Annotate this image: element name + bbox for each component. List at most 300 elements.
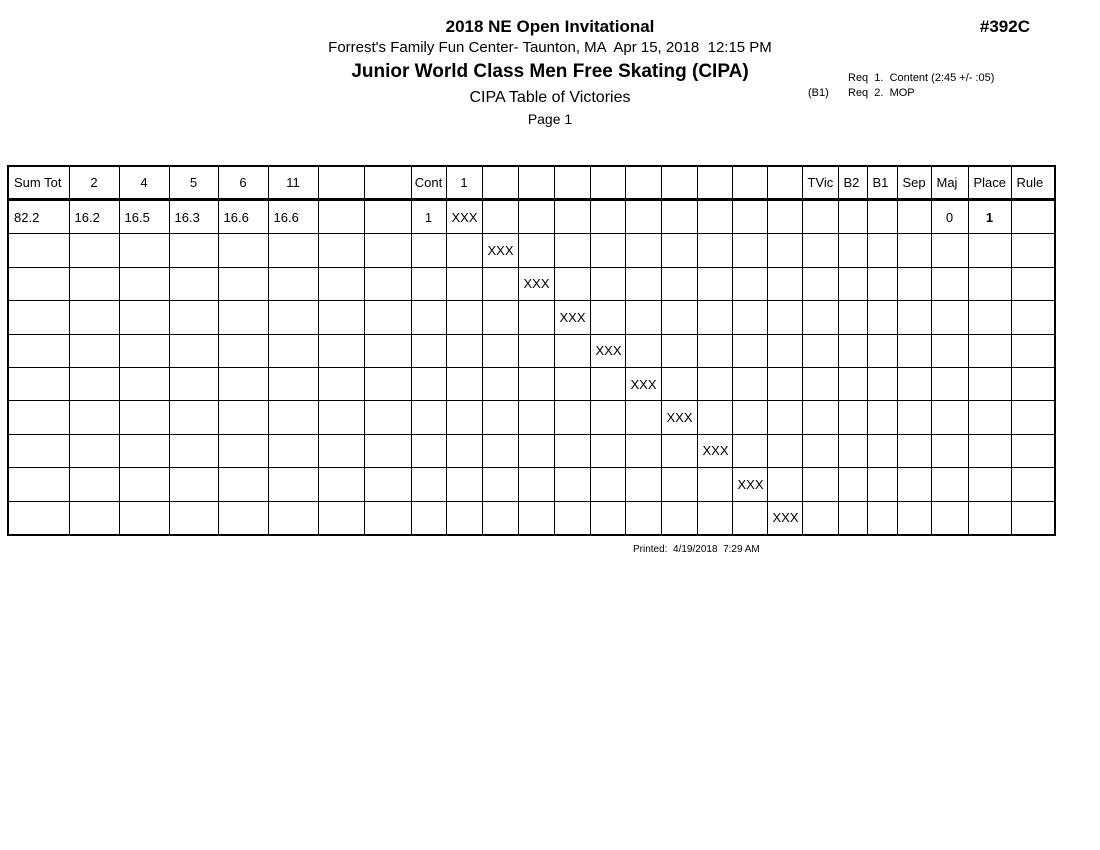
column-header-4: 4 xyxy=(119,166,169,200)
table-cell xyxy=(318,301,364,334)
table-cell xyxy=(1011,234,1055,267)
table-cell xyxy=(767,234,802,267)
table-cell xyxy=(1011,401,1055,434)
table-cell xyxy=(1011,434,1055,467)
table-cell xyxy=(732,301,767,334)
table-cell xyxy=(838,401,867,434)
table-cell xyxy=(554,367,590,400)
table-cell xyxy=(69,501,119,535)
table-cell xyxy=(169,401,218,434)
column-header-1: 1 xyxy=(446,166,482,200)
table-cell xyxy=(767,367,802,400)
table-cell xyxy=(411,501,446,535)
table-cell xyxy=(318,367,364,400)
table-cell xyxy=(554,501,590,535)
table-cell xyxy=(554,234,590,267)
table-cell xyxy=(169,334,218,367)
table-cell xyxy=(732,334,767,367)
table-cell xyxy=(364,401,411,434)
table-cell xyxy=(318,501,364,535)
table-cell: 16.6 xyxy=(268,200,318,234)
column-header-blank xyxy=(661,166,697,200)
table-cell xyxy=(119,234,169,267)
table-cell xyxy=(169,234,218,267)
table-cell xyxy=(661,267,697,300)
table-cell xyxy=(1011,367,1055,400)
table-row xyxy=(8,501,1055,535)
table-cell xyxy=(590,267,625,300)
table-cell xyxy=(446,501,482,535)
table-cell xyxy=(625,401,661,434)
event-code: #392C xyxy=(979,17,1030,36)
table-row xyxy=(8,367,1055,400)
table-cell xyxy=(897,334,931,367)
table-cell xyxy=(697,200,732,234)
table-cell xyxy=(697,234,732,267)
table-cell xyxy=(518,367,554,400)
diagonal-cell: XXX xyxy=(661,401,697,434)
table-cell xyxy=(518,200,554,234)
column-header-blank xyxy=(697,166,732,200)
table-cell xyxy=(767,434,802,467)
table-cell xyxy=(767,200,802,234)
table-cell xyxy=(268,434,318,467)
table-cell xyxy=(318,334,364,367)
table-cell xyxy=(69,468,119,501)
table-cell: 16.2 xyxy=(69,200,119,234)
table-cell xyxy=(119,301,169,334)
table-cell xyxy=(838,501,867,535)
diagonal-cell: XXX xyxy=(625,367,661,400)
table-cell xyxy=(732,367,767,400)
table-cell xyxy=(625,434,661,467)
table-cell xyxy=(931,267,968,300)
table-cell xyxy=(867,468,897,501)
table-cell xyxy=(411,267,446,300)
table-cell xyxy=(931,367,968,400)
table-cell xyxy=(767,468,802,501)
table-cell xyxy=(364,234,411,267)
table-cell xyxy=(268,367,318,400)
table-cell xyxy=(482,501,518,535)
table-cell xyxy=(482,367,518,400)
table-row xyxy=(8,468,1055,501)
table-cell xyxy=(968,401,1011,434)
table-cell xyxy=(767,334,802,367)
table-cell xyxy=(897,200,931,234)
report-title: CIPA Table of Victories xyxy=(469,89,631,106)
table-cell xyxy=(554,267,590,300)
table-cell xyxy=(838,468,867,501)
table-cell xyxy=(446,401,482,434)
table-cell xyxy=(931,434,968,467)
table-cell xyxy=(802,401,838,434)
table-cell xyxy=(446,234,482,267)
page-label: Page 1 xyxy=(527,111,573,127)
table-cell xyxy=(625,468,661,501)
table-cell xyxy=(897,301,931,334)
table-cell xyxy=(931,234,968,267)
table-cell xyxy=(69,267,119,300)
table-cell xyxy=(867,234,897,267)
table-cell xyxy=(554,401,590,434)
table-cell xyxy=(364,334,411,367)
table-cell xyxy=(218,267,268,300)
table-cell xyxy=(1011,267,1055,300)
column-header-sum-tot: Sum Tot xyxy=(8,166,69,200)
table-cell xyxy=(119,267,169,300)
table-cell xyxy=(554,434,590,467)
table-cell xyxy=(518,468,554,501)
column-header-6: 6 xyxy=(218,166,268,200)
table-cell xyxy=(897,434,931,467)
table-cell xyxy=(590,468,625,501)
table-cell xyxy=(446,468,482,501)
table-cell xyxy=(590,234,625,267)
table-cell xyxy=(482,267,518,300)
table-cell xyxy=(802,267,838,300)
table-cell xyxy=(119,334,169,367)
table-cell xyxy=(838,267,867,300)
column-header-blank xyxy=(590,166,625,200)
table-cell xyxy=(482,468,518,501)
table-cell xyxy=(411,434,446,467)
table-cell xyxy=(625,267,661,300)
venue-datetime: Forrest's Family Fun Center- Taunton, MA Apr 15, 2018 12:15 PM xyxy=(328,39,772,56)
table-cell xyxy=(268,301,318,334)
table-cell xyxy=(802,301,838,334)
table-cell xyxy=(838,301,867,334)
diagonal-cell: XXX xyxy=(518,267,554,300)
event-title: 2018 NE Open Invitational xyxy=(445,17,655,36)
table-cell xyxy=(661,334,697,367)
table-cell xyxy=(697,501,732,535)
table-cell xyxy=(661,367,697,400)
table-cell xyxy=(69,367,119,400)
table-cell xyxy=(697,468,732,501)
table-cell xyxy=(554,334,590,367)
table-cell xyxy=(931,334,968,367)
table-cell xyxy=(364,501,411,535)
table-cell xyxy=(218,301,268,334)
column-header-blank xyxy=(625,166,661,200)
column-header-2: 2 xyxy=(69,166,119,200)
table-cell xyxy=(318,468,364,501)
table-cell xyxy=(482,334,518,367)
table-cell xyxy=(897,267,931,300)
table-cell xyxy=(8,234,69,267)
table-cell xyxy=(590,367,625,400)
table-cell xyxy=(8,367,69,400)
table-cell xyxy=(867,334,897,367)
column-header-blank xyxy=(732,166,767,200)
table-cell xyxy=(661,200,697,234)
table-cell: 82.2 xyxy=(8,200,69,234)
table-cell xyxy=(661,468,697,501)
table-cell xyxy=(590,301,625,334)
table-cell xyxy=(518,434,554,467)
table-cell xyxy=(661,501,697,535)
table-cell xyxy=(268,267,318,300)
table-cell xyxy=(697,267,732,300)
column-header-blank xyxy=(364,166,411,200)
table-row xyxy=(8,301,1055,334)
requirement-line-2-prefix: (B1) xyxy=(808,87,829,99)
table-cell xyxy=(732,501,767,535)
column-header-blank xyxy=(482,166,518,200)
table-cell xyxy=(218,401,268,434)
table-cell xyxy=(697,334,732,367)
table-cell xyxy=(968,301,1011,334)
table-cell xyxy=(732,234,767,267)
table-row xyxy=(8,200,1055,234)
table-cell xyxy=(446,367,482,400)
table-cell xyxy=(867,267,897,300)
table-row xyxy=(8,334,1055,367)
table-cell xyxy=(119,434,169,467)
table-cell xyxy=(268,468,318,501)
table-cell xyxy=(411,334,446,367)
table-cell xyxy=(446,267,482,300)
table-cell xyxy=(732,401,767,434)
table-cell xyxy=(446,434,482,467)
table-cell xyxy=(802,234,838,267)
table-cell xyxy=(661,234,697,267)
table-cell xyxy=(897,401,931,434)
victories-table xyxy=(7,165,1056,536)
table-cell xyxy=(590,401,625,434)
table-cell xyxy=(697,401,732,434)
table-cell xyxy=(968,501,1011,535)
table-cell xyxy=(364,267,411,300)
table-cell xyxy=(838,367,867,400)
table-cell xyxy=(1011,334,1055,367)
table-cell xyxy=(218,334,268,367)
column-header-sep: Sep xyxy=(897,166,931,200)
table-cell xyxy=(838,234,867,267)
table-cell xyxy=(318,200,364,234)
table-cell xyxy=(767,267,802,300)
table-cell xyxy=(518,401,554,434)
table-row xyxy=(8,267,1055,300)
table-cell xyxy=(218,367,268,400)
diagonal-cell: XXX xyxy=(697,434,732,467)
column-header-b1: B1 xyxy=(867,166,897,200)
table-cell xyxy=(590,501,625,535)
column-header-blank xyxy=(554,166,590,200)
table-cell xyxy=(518,334,554,367)
table-cell xyxy=(482,434,518,467)
column-header-maj: Maj xyxy=(931,166,968,200)
table-cell xyxy=(8,267,69,300)
table-cell xyxy=(8,434,69,467)
table-cell xyxy=(119,468,169,501)
table-cell xyxy=(8,501,69,535)
table-cell xyxy=(554,200,590,234)
diagonal-cell: XXX xyxy=(590,334,625,367)
table-cell xyxy=(169,267,218,300)
table-cell xyxy=(364,468,411,501)
table-cell xyxy=(482,200,518,234)
table-cell xyxy=(697,367,732,400)
table-cell xyxy=(119,401,169,434)
table-cell xyxy=(897,468,931,501)
table-cell xyxy=(867,200,897,234)
column-header-rule: Rule xyxy=(1011,166,1055,200)
table-cell xyxy=(625,200,661,234)
table-cell xyxy=(268,334,318,367)
table-cell xyxy=(364,367,411,400)
table-cell xyxy=(446,301,482,334)
diagonal-cell: XXX xyxy=(482,234,518,267)
table-row xyxy=(8,434,1055,467)
table-cell xyxy=(697,301,732,334)
table-cell xyxy=(218,468,268,501)
table-cell: 16.5 xyxy=(119,200,169,234)
table-cell xyxy=(411,401,446,434)
table-cell xyxy=(838,200,867,234)
table-cell: 1 xyxy=(411,200,446,234)
table-cell xyxy=(411,367,446,400)
table-cell xyxy=(802,501,838,535)
table-row xyxy=(8,234,1055,267)
table-cell xyxy=(897,367,931,400)
table-cell xyxy=(931,501,968,535)
table-cell xyxy=(661,434,697,467)
diagonal-cell: XXX xyxy=(732,468,767,501)
table-cell xyxy=(119,367,169,400)
table-cell xyxy=(69,234,119,267)
table-cell xyxy=(968,334,1011,367)
table-cell xyxy=(169,501,218,535)
table-cell xyxy=(968,434,1011,467)
header-row xyxy=(8,166,1055,200)
table-cell xyxy=(802,468,838,501)
table-cell xyxy=(268,234,318,267)
table-cell xyxy=(218,434,268,467)
column-header-b2: B2 xyxy=(838,166,867,200)
table-cell: 0 xyxy=(931,200,968,234)
table-cell xyxy=(411,234,446,267)
table-cell xyxy=(802,367,838,400)
column-header-blank xyxy=(318,166,364,200)
table-cell xyxy=(625,301,661,334)
table-cell xyxy=(838,334,867,367)
column-header-5: 5 xyxy=(169,166,218,200)
table-cell xyxy=(968,367,1011,400)
table-cell xyxy=(119,501,169,535)
table-cell xyxy=(1011,501,1055,535)
table-cell xyxy=(8,334,69,367)
table-cell xyxy=(364,301,411,334)
table-cell xyxy=(1011,200,1055,234)
table-cell xyxy=(867,367,897,400)
table-cell xyxy=(268,501,318,535)
column-header-11: 11 xyxy=(268,166,318,200)
table-cell xyxy=(867,401,897,434)
table-cell xyxy=(8,401,69,434)
table-cell xyxy=(518,501,554,535)
table-cell xyxy=(867,301,897,334)
table-cell xyxy=(218,234,268,267)
table-cell xyxy=(318,234,364,267)
table-cell xyxy=(802,200,838,234)
table-cell xyxy=(69,334,119,367)
table-cell xyxy=(518,301,554,334)
table-cell xyxy=(931,468,968,501)
table-cell xyxy=(69,401,119,434)
table-cell xyxy=(767,301,802,334)
table-cell xyxy=(364,434,411,467)
column-header-blank xyxy=(767,166,802,200)
table-cell xyxy=(732,267,767,300)
table-cell xyxy=(8,301,69,334)
table-cell xyxy=(802,434,838,467)
table-cell xyxy=(69,434,119,467)
table-cell xyxy=(897,234,931,267)
table-cell xyxy=(590,434,625,467)
table-cell xyxy=(8,468,69,501)
table-cell xyxy=(364,200,411,234)
table-cell xyxy=(590,200,625,234)
table-cell xyxy=(169,434,218,467)
category-title: Junior World Class Men Free Skating (CIPA) xyxy=(351,61,749,82)
table-cell xyxy=(625,234,661,267)
table-cell xyxy=(968,234,1011,267)
column-header-blank xyxy=(518,166,554,200)
table-cell xyxy=(767,401,802,434)
table-cell xyxy=(1011,468,1055,501)
printed-timestamp: Printed: 4/19/2018 7:29 AM xyxy=(633,544,760,555)
requirement-line-1: Req 1. Content (2:45 +/- :05) xyxy=(848,72,995,84)
table-cell xyxy=(411,468,446,501)
table-cell xyxy=(218,501,268,535)
table-cell: 16.3 xyxy=(169,200,218,234)
table-cell xyxy=(318,401,364,434)
table-cell xyxy=(446,334,482,367)
table-cell xyxy=(802,334,838,367)
table-cell xyxy=(318,434,364,467)
table-cell xyxy=(69,301,119,334)
column-header-tvic: TVic xyxy=(802,166,838,200)
table-cell xyxy=(1011,301,1055,334)
table-cell xyxy=(931,301,968,334)
table-cell xyxy=(318,267,364,300)
table-cell xyxy=(518,234,554,267)
table-cell xyxy=(411,301,446,334)
table-cell xyxy=(867,434,897,467)
table-cell xyxy=(732,200,767,234)
table-cell xyxy=(625,334,661,367)
table-cell xyxy=(661,301,697,334)
table-cell xyxy=(268,401,318,434)
diagonal-cell: XXX xyxy=(446,200,482,234)
diagonal-cell: XXX xyxy=(554,301,590,334)
table-cell xyxy=(931,401,968,434)
column-header-cont: Cont xyxy=(411,166,446,200)
table-cell xyxy=(169,367,218,400)
table-cell xyxy=(968,267,1011,300)
table-cell xyxy=(554,468,590,501)
table-row xyxy=(8,401,1055,434)
requirement-line-2: Req 2. MOP xyxy=(848,87,915,99)
table-cell xyxy=(482,401,518,434)
table-cell xyxy=(732,434,767,467)
table-cell: 16.6 xyxy=(218,200,268,234)
table-cell xyxy=(482,301,518,334)
table-cell xyxy=(169,301,218,334)
table-cell xyxy=(968,468,1011,501)
